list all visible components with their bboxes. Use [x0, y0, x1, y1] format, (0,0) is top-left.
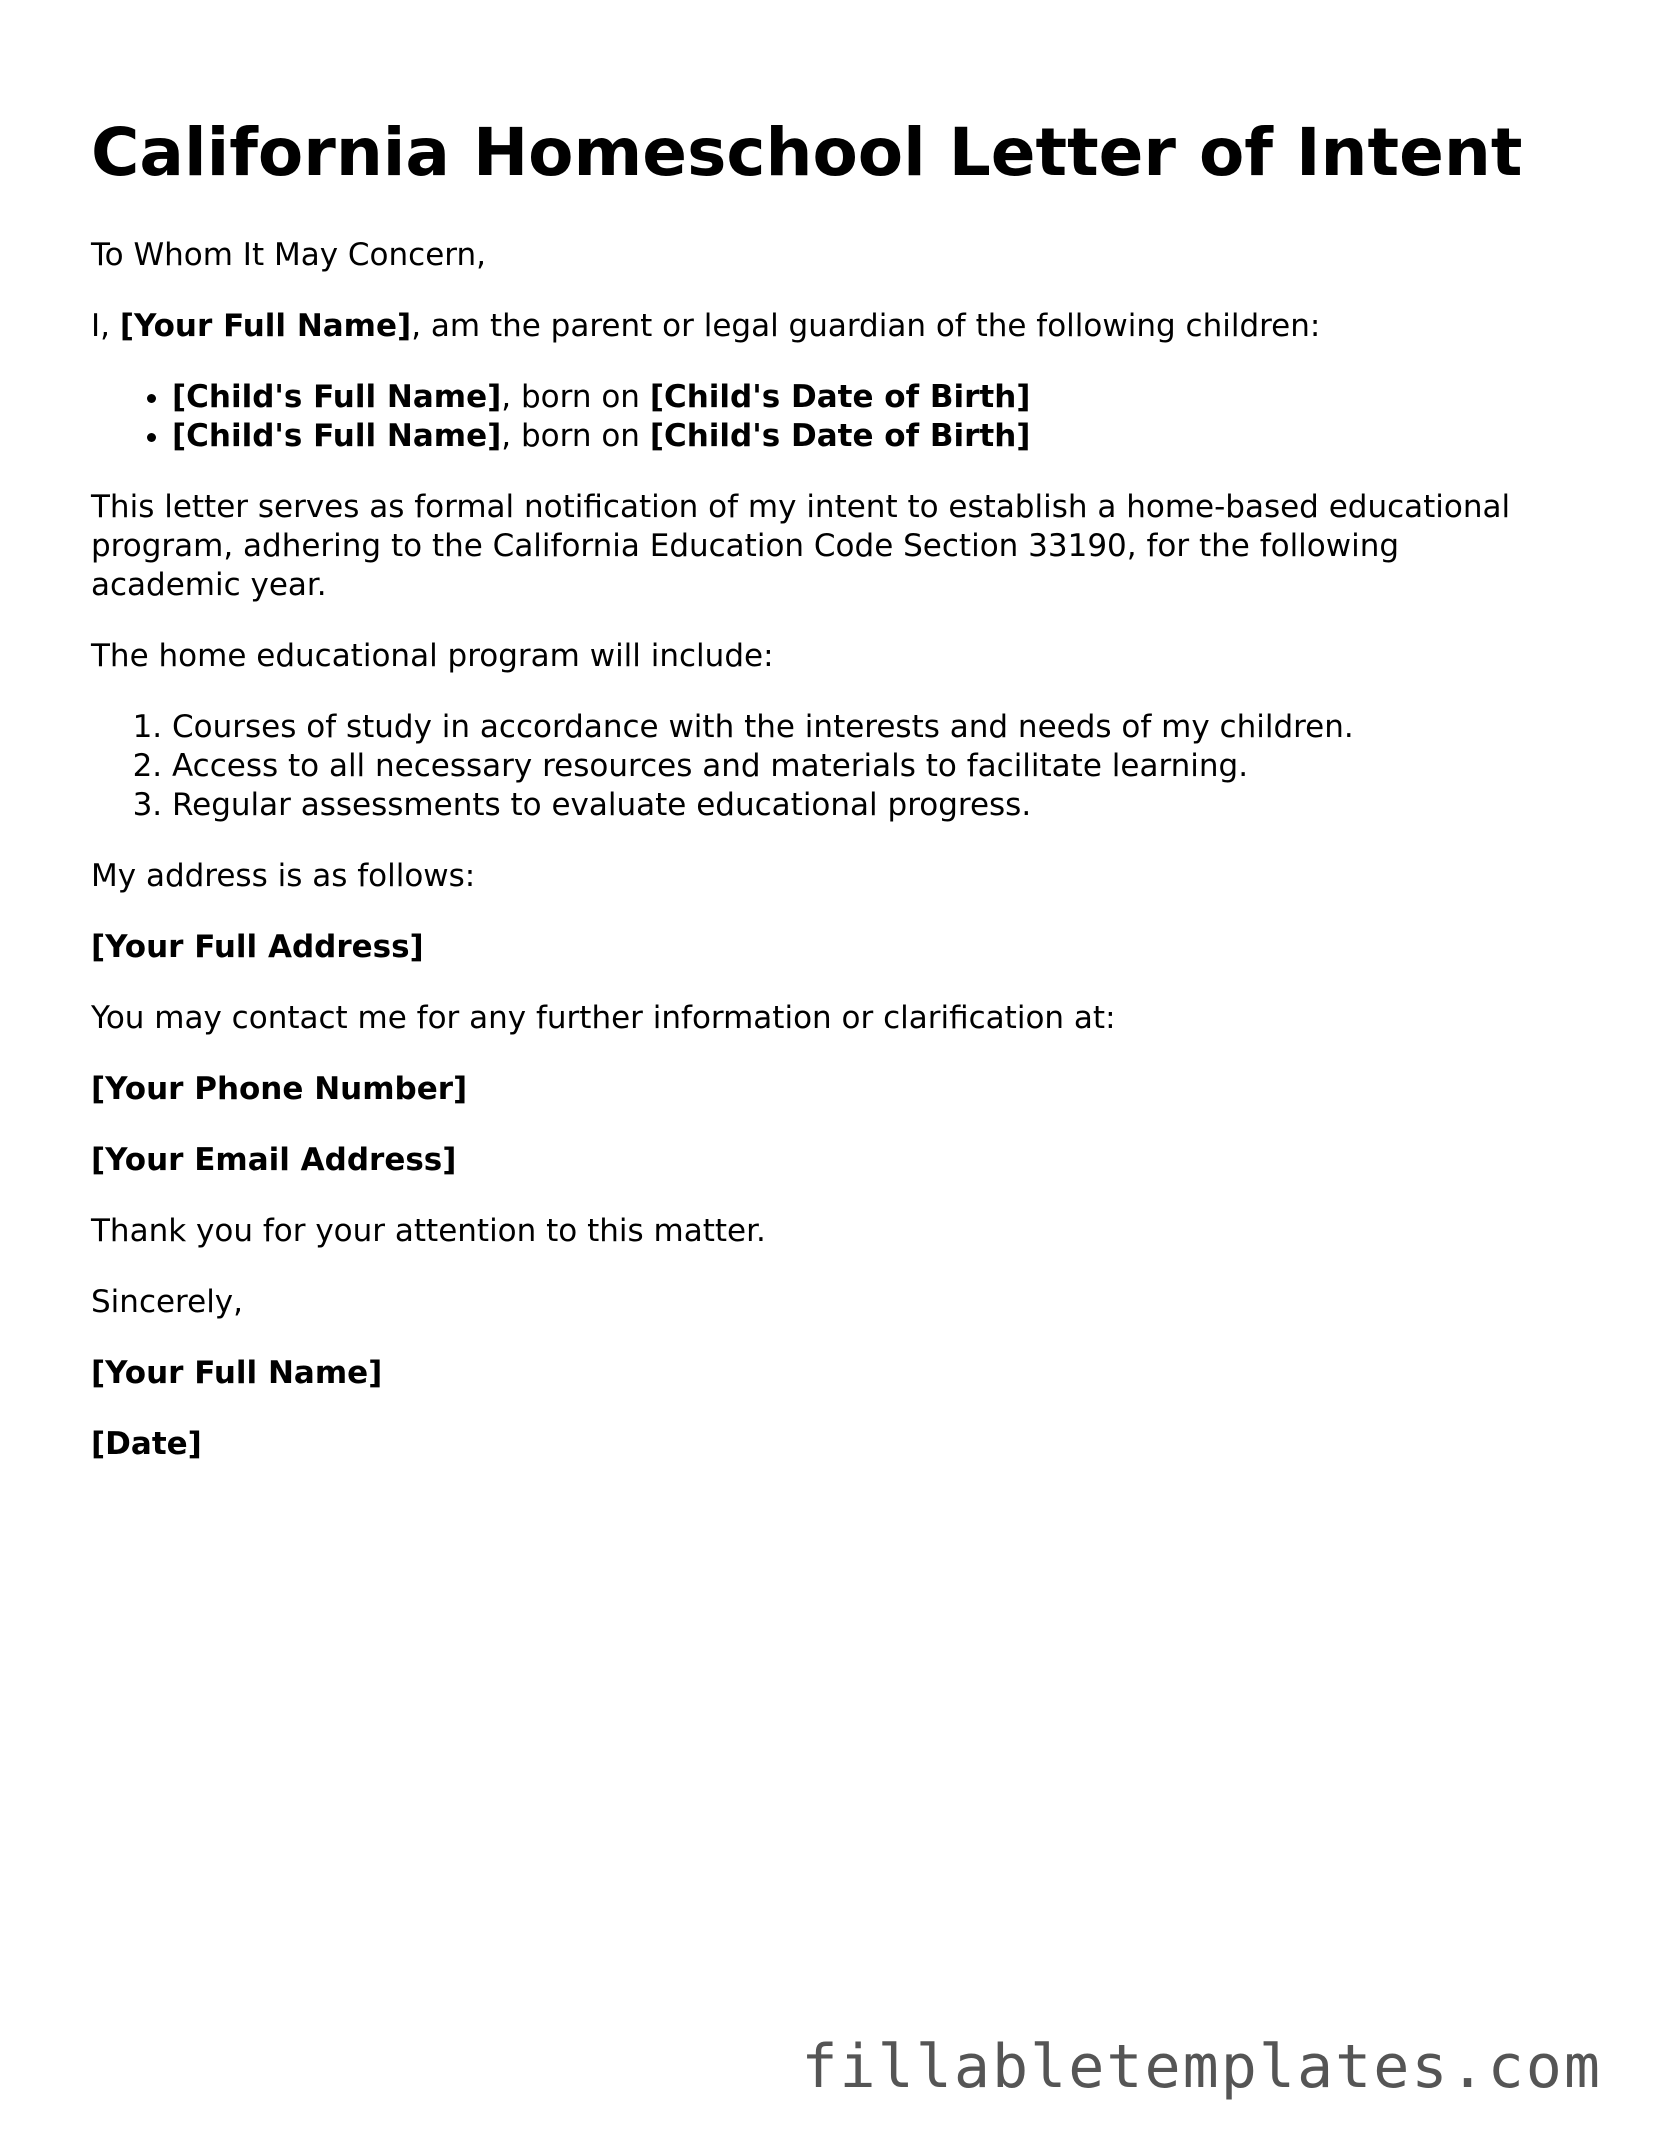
intro-paragraph [91, 307, 1551, 346]
list-item [172, 417, 1551, 456]
closing-line: Sincerely, [91, 1284, 244, 1320]
list-item: 3. Regular assessments to evaluate educational progress. [172, 786, 1551, 825]
phone-placeholder: [Your Phone Number] [91, 1071, 468, 1107]
intro-suffix: , am the parent or legal guardian of the following children: [411, 308, 1321, 344]
child-name-placeholder: [Child's Full Name] [172, 379, 502, 415]
letter-document [91, 112, 1551, 1496]
program-list [91, 708, 1551, 825]
salutation: To Whom It May Concern, [91, 237, 486, 273]
list-item: 2. Access to all necessary resources and materials to facilitate learning. [172, 747, 1551, 786]
thanks-line: Thank you for your attention to this matter. [91, 1213, 766, 1249]
child-dob-placeholder: [Child's Date of Birth] [649, 379, 1031, 415]
program-intro: The home educational program will include: [91, 638, 774, 674]
email-placeholder: [Your Email Address] [91, 1142, 457, 1178]
parent-name-placeholder: [Your Full Name] [119, 308, 412, 344]
address-placeholder: [Your Full Address] [91, 929, 424, 965]
intro-prefix: I, [91, 308, 120, 344]
list-item [172, 378, 1551, 417]
child-name-placeholder: [Child's Full Name] [172, 418, 502, 454]
page-title: California Homeschool Letter of Intent [91, 114, 1523, 191]
signature-name-placeholder: [Your Full Name] [91, 1355, 383, 1391]
date-placeholder: [Date] [91, 1426, 202, 1462]
list-item: 1. Courses of study in accordance with the interests and needs of my children. [172, 708, 1551, 747]
children-list [91, 378, 1551, 456]
born-on-text: , born on [501, 379, 650, 415]
born-on-text: , born on [501, 418, 650, 454]
child-dob-placeholder: [Child's Date of Birth] [649, 418, 1031, 454]
address-intro: My address is as follows: [91, 858, 476, 894]
watermark: fillabletemplates.com [801, 2032, 1602, 2102]
contact-intro: You may contact me for any further information or clarification at: [91, 1000, 1116, 1036]
purpose-paragraph: This letter serves as formal notification of my intent to establish a home-based educational program, adhering to the California Education Code Section 33190, for the following academic year. [91, 489, 1511, 603]
